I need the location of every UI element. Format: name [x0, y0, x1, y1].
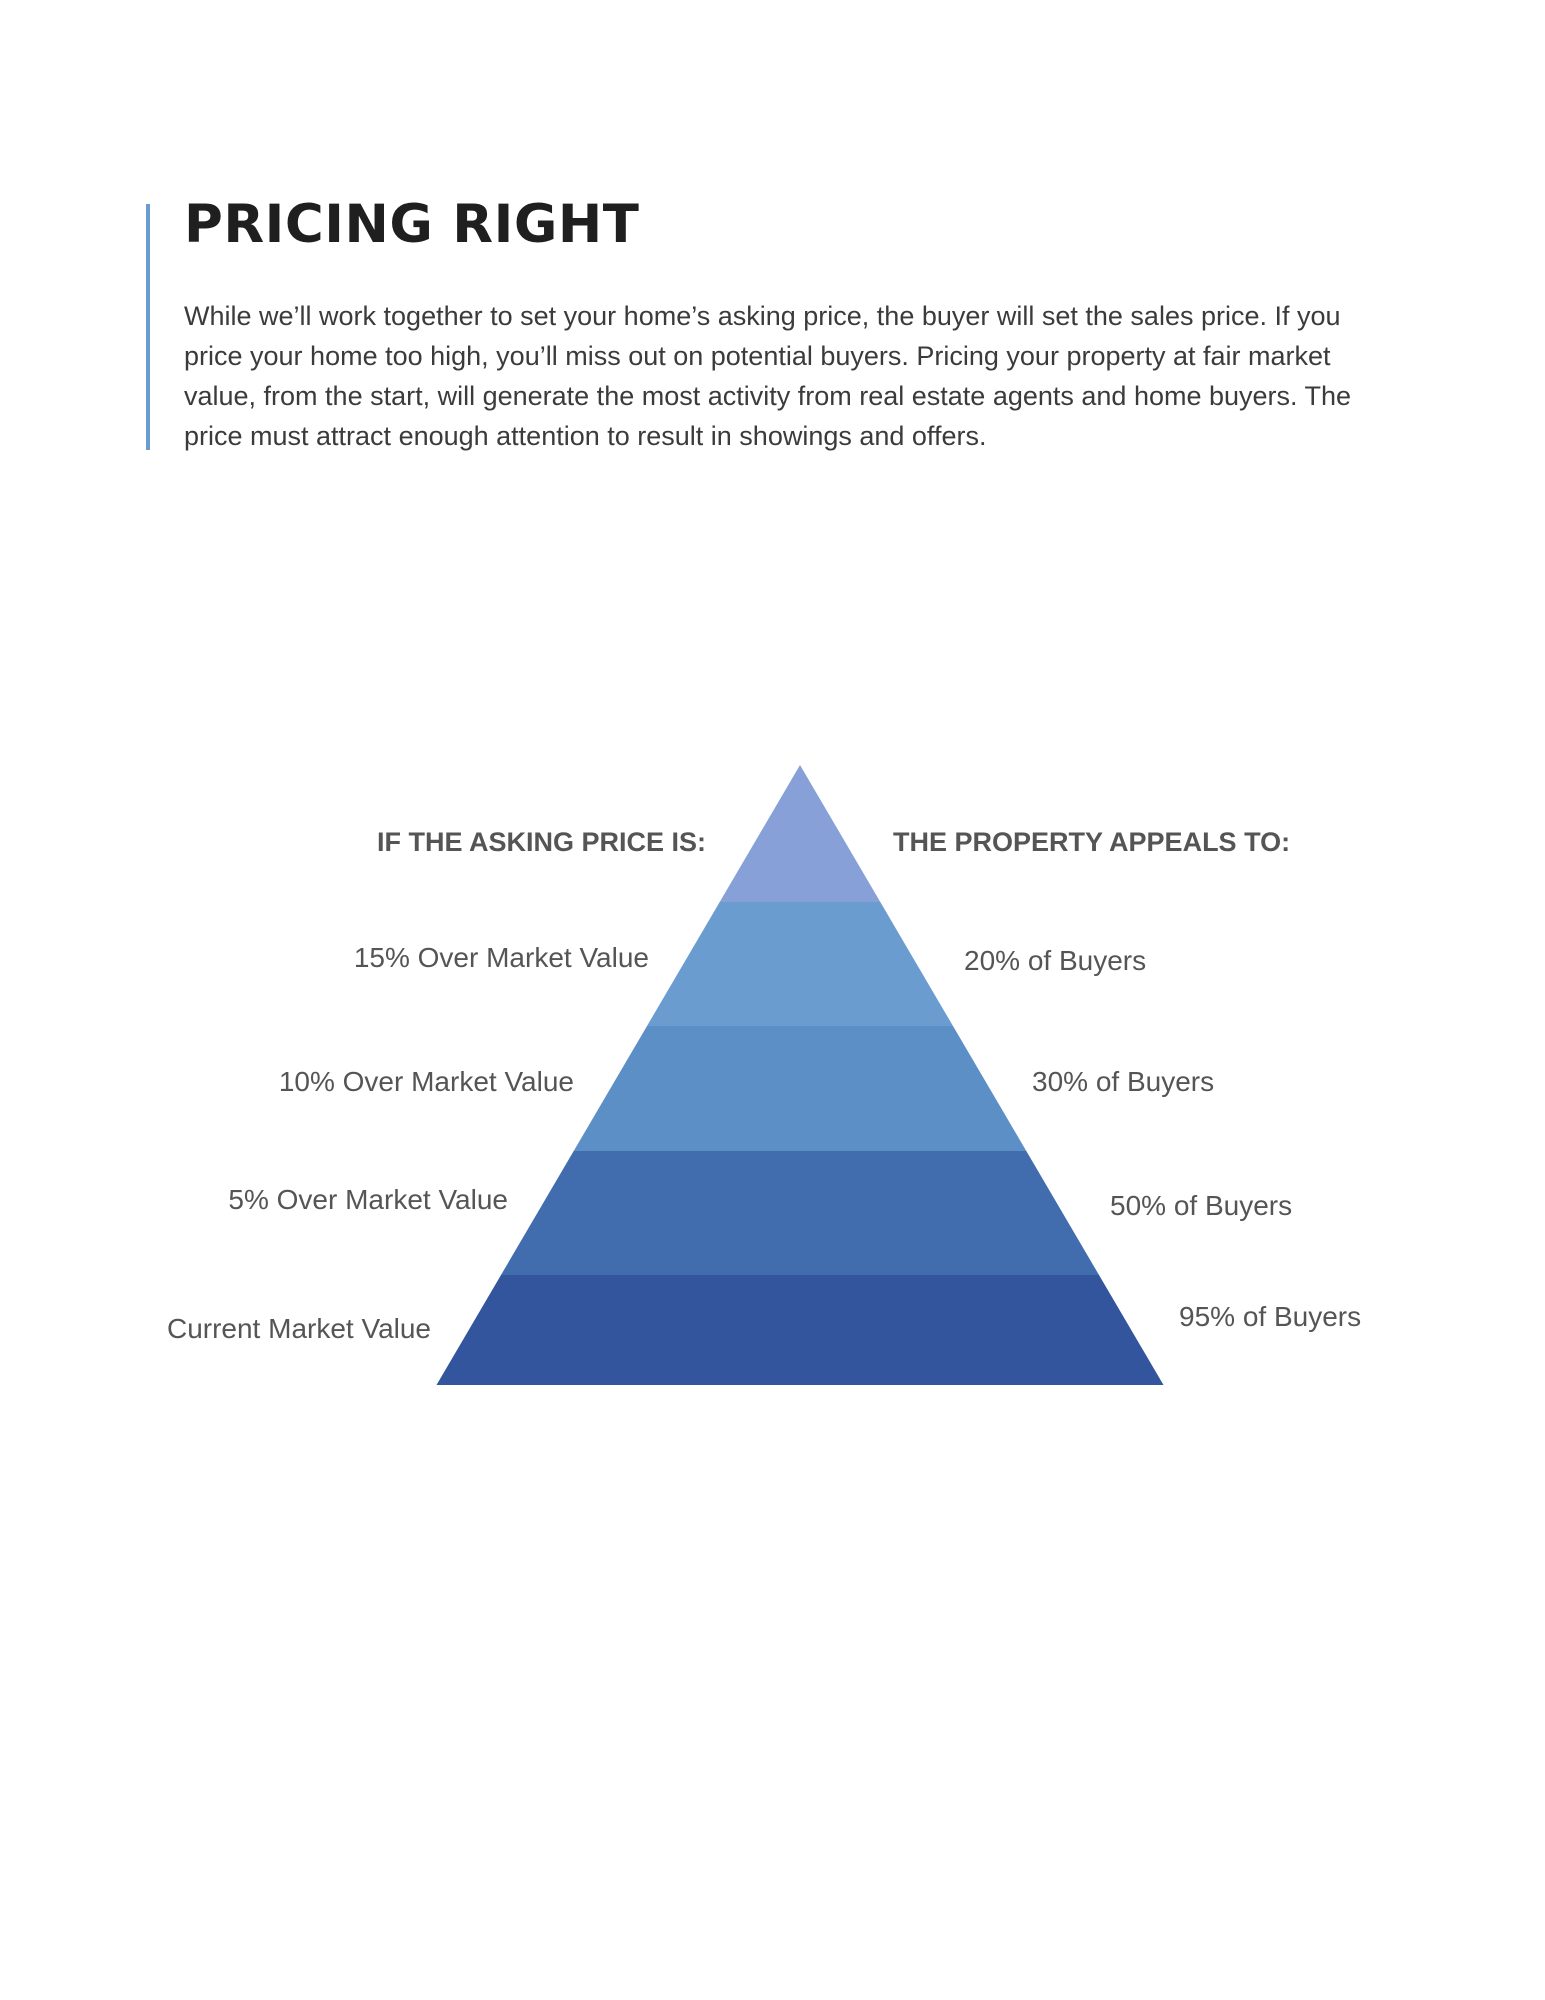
asking-price-header: IF THE ASKING PRICE IS: — [376, 827, 706, 857]
pyramid-tier-market — [437, 1275, 1164, 1385]
price-label-5-over: 5% Over Market Value — [228, 1184, 508, 1215]
appeal-label-50: 50% of Buyers — [1110, 1190, 1293, 1221]
price-label-market: Current Market Value — [166, 1313, 431, 1344]
page-title: PRICING RIGHT — [184, 194, 640, 255]
pyramid-tier-5-over — [501, 1151, 1099, 1275]
appeal-label-95: 95% of Buyers — [1179, 1301, 1362, 1332]
intro-paragraph: While we’ll work together to set your home’s asking price, the buyer will set the sales price. If you price your home too high, you’ll miss out on potential buyers. Pricing your property at fair market value, from the start, will generate the most activity from real estate agents and home buyers. The price must attract enough attention to result in showings and offers. — [184, 301, 1352, 451]
price-label-15-over: 15% Over Market Value — [353, 942, 649, 973]
pyramid-tier-top — [720, 765, 881, 902]
pyramid-tier-15-over — [647, 902, 953, 1026]
pyramid-tier-10-over — [574, 1026, 1027, 1151]
appeal-label-20: 20% of Buyers — [964, 945, 1147, 976]
appeal-label-30: 30% of Buyers — [1032, 1066, 1215, 1097]
appeal-header: THE PROPERTY APPEALS TO: — [893, 827, 1291, 857]
price-label-10-over: 10% Over Market Value — [278, 1066, 574, 1097]
